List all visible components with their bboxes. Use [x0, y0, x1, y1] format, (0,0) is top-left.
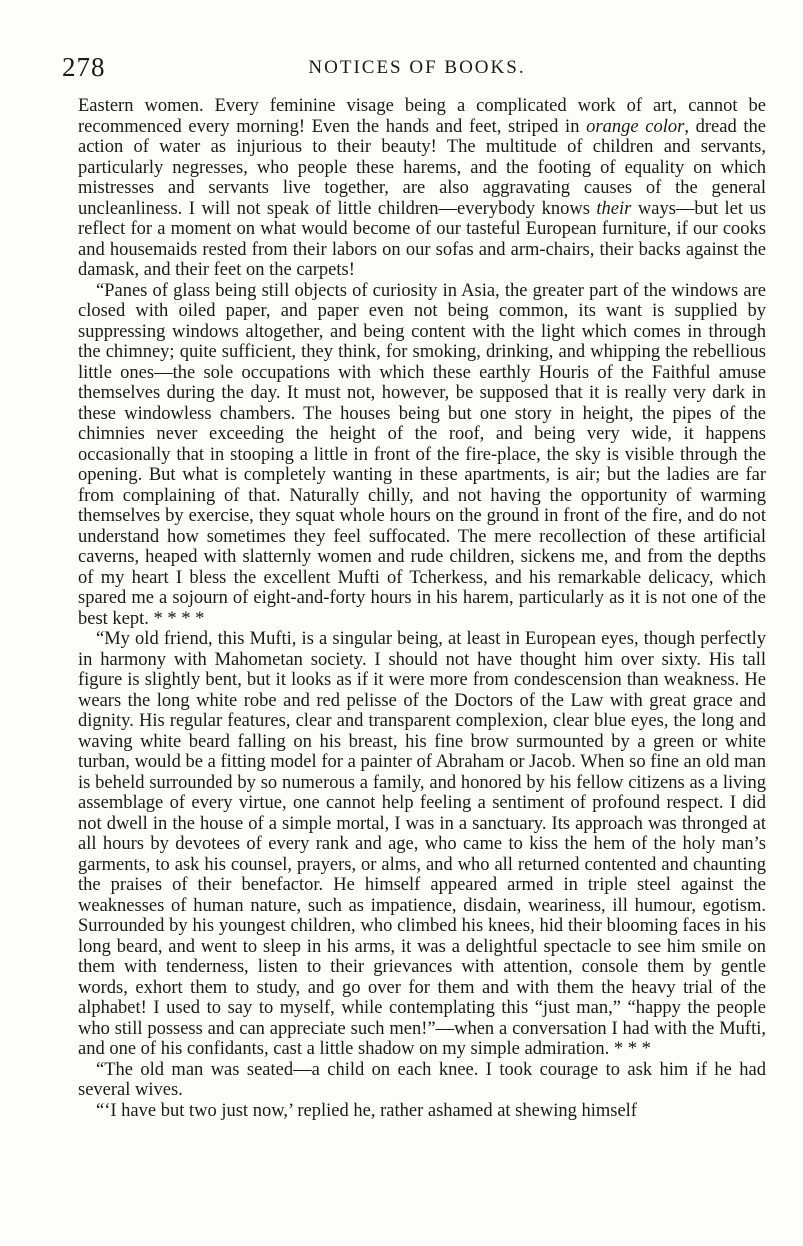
paragraph: [78, 281, 766, 630]
italic-text: orange color: [586, 116, 685, 137]
page-number: 278: [62, 52, 106, 82]
text-run: , dread the action of water as injurious to their beauty! The multitude of children and servants, particularly negresses, who people these harems, and the footing of equality on which mistresses and servants live together, are also aggravating causes of the general uncleanliness. I will not speak of little children—everybody knows: [78, 116, 766, 219]
text-run: “My old friend, this Mufti, is a singular being, at least in European eyes, though perfectly in harmony with Mahometan society. I should not have thought him over sixty. His tall figure is slightly bent, but it looks as if it were more from condescension than weakness. He wears the long white robe and red pelisse of the Doctors of the Law with great grace and dignity. His regular features, clear and transparent complexion, clear blue eyes, the long and waving white beard falling on his breast, his fine brow surmounted by a green or white turban, would be a fitting model for a painter of Abraham or Jacob. When so fine an old man is beheld surrounded by so numerous a family, and honored by his fellow citizens as a living assemblage of every virtue, one cannot help feeling a sentiment of profound respect. I did not dwell in the house of a simple mortal, I was in a sanctuary. Its approach was thronged at all hours by devotees of every rank and age, who came to kiss the hem of the holy man’s garments, to ask his counsel, prayers, or alms, and who all returned contented and chaunting the praises of their benefactor. He himself appeared armed in triple steel against the weaknesses of human nature, such as impatience, disdain, weariness, ill humour, egotism. Surrounded by his youngest children, who climbed his knees, hid their blooming faces in his long beard, and went to sleep in his arms, it was a delightful spectacle to see him smile on them with tenderness, listen to their grievances with attention, console them by gentle words, exhort them to study, and go over for them and with them the heavy trial of the alphabet! I used to say to myself, while contemplating this “just man,” “happy the people who still possess and can appreciate such men!”—when a conversation I had with the Mufti, and one of his confidants, cast a little shadow on my simple admiration. * * *: [78, 629, 766, 1059]
paragraph: [78, 1060, 766, 1101]
text-run: ways—but let us reflect for a moment on what would become of our tasteful European furniture, if our cooks and housemaids rested from their labors on our sofas and arm-chairs, their backs against the damask, and their feet on the carpets!: [78, 198, 766, 280]
paragraph: [78, 1101, 766, 1122]
body-text: [78, 96, 766, 1121]
text-run: “Panes of glass being still objects of curiosity in Asia, the greater part of the windows are closed with oiled paper, and paper even not being common, its want is supplied by suppressing windows altogether, and being content with the light which comes in through the chimney; quite sufficient, they think, for smoking, drinking, and whipping the rebellious little ones—the sole occupations with which these earthly Houris of the Faithful amuse themselves during the day. It must not, however, be supposed that it is really very dark in these windowless chambers. The houses being but one story in height, the pipes of the chimnies never exceeding the height of the roof, and being very wide, it happens occasionally that in stooping a little in front of the fire-place, the sky is visible through the opening. But what is completely wanting in these apartments, is air; but the ladies are far from complaining of that. Naturally chilly, and not having the opportunity of warming themselves by exercise, they squat whole hours on the ground in front of the fire, and do not understand how sometimes they feel suffocated. The mere recollection of these artificial caverns, heaped with slatternly women and rude children, sickens me, and from the depths of my heart I bless the excellent Mufti of Tcherkess, and his remarkable delicacy, which spared me a sojourn of eight-and-forty hours in his harem, particularly as it is not one of the best kept. * * * *: [78, 280, 766, 629]
page-header: [62, 50, 772, 84]
text-run: “‘I have but two just now,’ replied he, rather ashamed at shewing himself: [96, 1100, 637, 1121]
running-title: NOTICES OF BOOKS.: [308, 57, 526, 78]
text-run: “The old man was seated—a child on each knee. I took courage to ask him if he had several wives.: [78, 1059, 766, 1100]
paragraph: [78, 629, 766, 1060]
italic-text: their: [596, 198, 632, 219]
text-run: Eastern women. Every feminine visage being a complicated work of art, cannot be recommenced every morning! Even the hands and feet, striped in: [78, 96, 766, 137]
paragraph: [78, 96, 766, 281]
